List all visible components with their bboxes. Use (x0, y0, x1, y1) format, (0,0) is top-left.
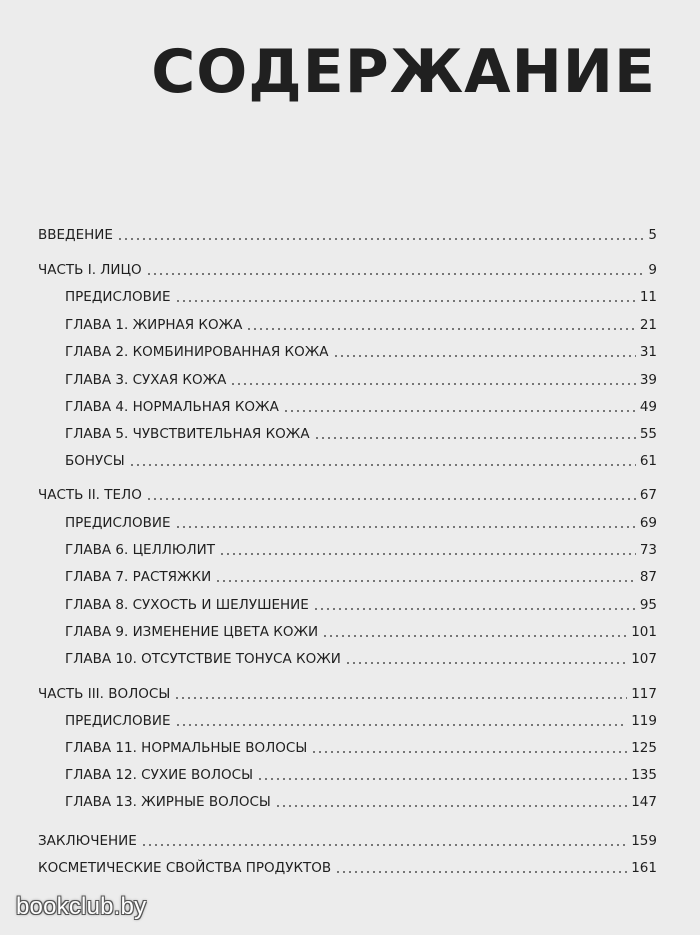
dot-leader (174, 697, 627, 699)
toc-entry-conclusion[interactable] (38, 830, 657, 852)
page-title: СОДЕРЖАНИЕ (151, 37, 656, 107)
toc-entry-page-number: 67 (639, 487, 657, 503)
toc-entry-chapter-8[interactable] (65, 594, 657, 616)
dot-leader (129, 464, 636, 466)
toc-entry-page-number: 69 (639, 515, 657, 531)
dot-leader (175, 526, 636, 528)
dot-leader (117, 238, 643, 240)
toc-entry-page-number: 159 (631, 833, 657, 849)
toc-entry-label: КОСМЕТИЧЕСКИЕ СВОЙСТВА ПРОДУКТОВ (38, 860, 332, 876)
toc-entry-label: БОНУСЫ (65, 453, 125, 469)
toc-entry-cosmetic-properties[interactable] (38, 857, 657, 879)
toc-entry-chapter-9[interactable] (65, 621, 657, 643)
toc-entry-label: ЧАСТЬ I. ЛИЦО (38, 262, 142, 278)
dot-leader (146, 498, 636, 500)
toc-entry-label: ПРЕДИСЛОВИЕ (65, 289, 171, 305)
toc-entry-part-3-preface[interactable] (65, 710, 657, 732)
toc-entry-part-2-preface[interactable] (65, 512, 657, 534)
toc-entry-chapter-2[interactable] (65, 341, 657, 363)
dot-leader (257, 778, 627, 780)
toc-entry-label: ЧАСТЬ II. ТЕЛО (38, 487, 142, 503)
dot-leader (175, 300, 636, 302)
toc-entry-label: ГЛАВА 7. РАСТЯЖКИ (65, 569, 212, 585)
dot-leader (314, 437, 636, 439)
toc-entry-page-number: 5 (648, 227, 657, 243)
dot-leader (141, 844, 627, 846)
toc-entry-label: ГЛАВА 8. СУХОСТЬ И ШЕЛУШЕНИЕ (65, 597, 309, 613)
toc-entry-label: ПРЕДИСЛОВИЕ (65, 515, 171, 531)
toc-entry-part-1-preface[interactable] (65, 286, 657, 308)
toc-entry-page-number: 55 (639, 426, 657, 442)
toc-entry-label: ГЛАВА 9. ИЗМЕНЕНИЕ ЦВЕТА КОЖИ (65, 624, 319, 640)
toc-entry-page-number: 31 (639, 344, 657, 360)
toc-entry-page-number: 135 (631, 767, 657, 783)
toc-entry-label: ПРЕДИСЛОВИЕ (65, 713, 171, 729)
dot-leader (311, 751, 627, 753)
toc-entry-label: ГЛАВА 5. ЧУВСТВИТЕЛЬНАЯ КОЖА (65, 426, 310, 442)
dot-leader (146, 273, 643, 275)
site-watermark: bookclub.by (16, 893, 147, 920)
toc-entry-label: ЧАСТЬ III. ВОЛОСЫ (38, 686, 171, 702)
toc-entry-page-number: 107 (631, 651, 657, 667)
dot-leader (215, 580, 636, 582)
toc-entry-page-number: 11 (639, 289, 657, 305)
dot-leader (219, 553, 636, 555)
toc-entry-chapter-3[interactable] (65, 369, 657, 391)
toc-entry-chapter-6[interactable] (65, 539, 657, 561)
toc-entry-page-number: 101 (631, 624, 657, 640)
toc-entry-page-number: 49 (639, 399, 657, 415)
toc-entry-page-number: 73 (639, 542, 657, 558)
toc-entry-label: ГЛАВА 6. ЦЕЛЛЮЛИТ (65, 542, 215, 558)
dot-leader (275, 805, 627, 807)
dot-leader (246, 328, 635, 330)
toc-entry-chapter-4[interactable] (65, 396, 657, 418)
toc-entry-part-1[interactable] (38, 259, 657, 281)
toc-entry-page-number: 117 (631, 686, 657, 702)
toc-entry-part-2[interactable] (38, 484, 657, 506)
toc-entry-label: ГЛАВА 1. ЖИРНАЯ КОЖА (65, 317, 243, 333)
toc-entry-label: ГЛАВА 2. КОМБИНИРОВАННАЯ КОЖА (65, 344, 329, 360)
dot-leader (175, 724, 628, 726)
toc-entry-part-3[interactable] (38, 683, 657, 705)
toc-entry-chapter-7[interactable] (65, 566, 657, 588)
toc-entry-label: ГЛАВА 4. НОРМАЛЬНАЯ КОЖА (65, 399, 279, 415)
toc-entry-bonuses[interactable] (65, 450, 657, 472)
toc-entry-page-number: 119 (631, 713, 657, 729)
toc-entry-page-number: 61 (639, 453, 657, 469)
toc-entry-chapter-10[interactable] (65, 648, 657, 670)
toc-entry-page-number: 9 (648, 262, 657, 278)
dot-leader (345, 662, 627, 664)
toc-entry-chapter-13[interactable] (65, 791, 657, 813)
toc-entry-label: ВВЕДЕНИЕ (38, 227, 113, 243)
toc-entry-page-number: 147 (631, 794, 657, 810)
dot-leader (230, 383, 635, 385)
dot-leader (322, 635, 627, 637)
toc-entry-page-number: 161 (631, 860, 657, 876)
toc-entry-page-number: 21 (639, 317, 657, 333)
toc-entry-introduction[interactable] (38, 224, 657, 246)
toc-entry-chapter-5[interactable] (65, 423, 657, 445)
toc-entry-page-number: 39 (639, 372, 657, 388)
toc-entry-label: ГЛАВА 10. ОТСУТСТВИЕ ТОНУСА КОЖИ (65, 651, 341, 667)
dot-leader (313, 608, 636, 610)
toc-entry-page-number: 95 (639, 597, 657, 613)
toc-entry-label: ГЛАВА 12. СУХИЕ ВОЛОСЫ (65, 767, 253, 783)
toc-entry-label: ГЛАВА 11. НОРМАЛЬНЫЕ ВОЛОСЫ (65, 740, 308, 756)
toc-entry-label: ГЛАВА 3. СУХАЯ КОЖА (65, 372, 227, 388)
dot-leader (335, 871, 627, 873)
toc-entry-chapter-1[interactable] (65, 314, 657, 336)
toc-entry-page-number: 87 (639, 569, 657, 585)
dot-leader (283, 410, 636, 412)
toc-entry-chapter-12[interactable] (65, 764, 657, 786)
toc-entry-label: ЗАКЛЮЧЕНИЕ (38, 833, 137, 849)
dot-leader (333, 355, 636, 357)
toc-entry-chapter-11[interactable] (65, 737, 657, 759)
toc-entry-label: ГЛАВА 13. ЖИРНЫЕ ВОЛОСЫ (65, 794, 271, 810)
toc-entry-page-number: 125 (631, 740, 657, 756)
